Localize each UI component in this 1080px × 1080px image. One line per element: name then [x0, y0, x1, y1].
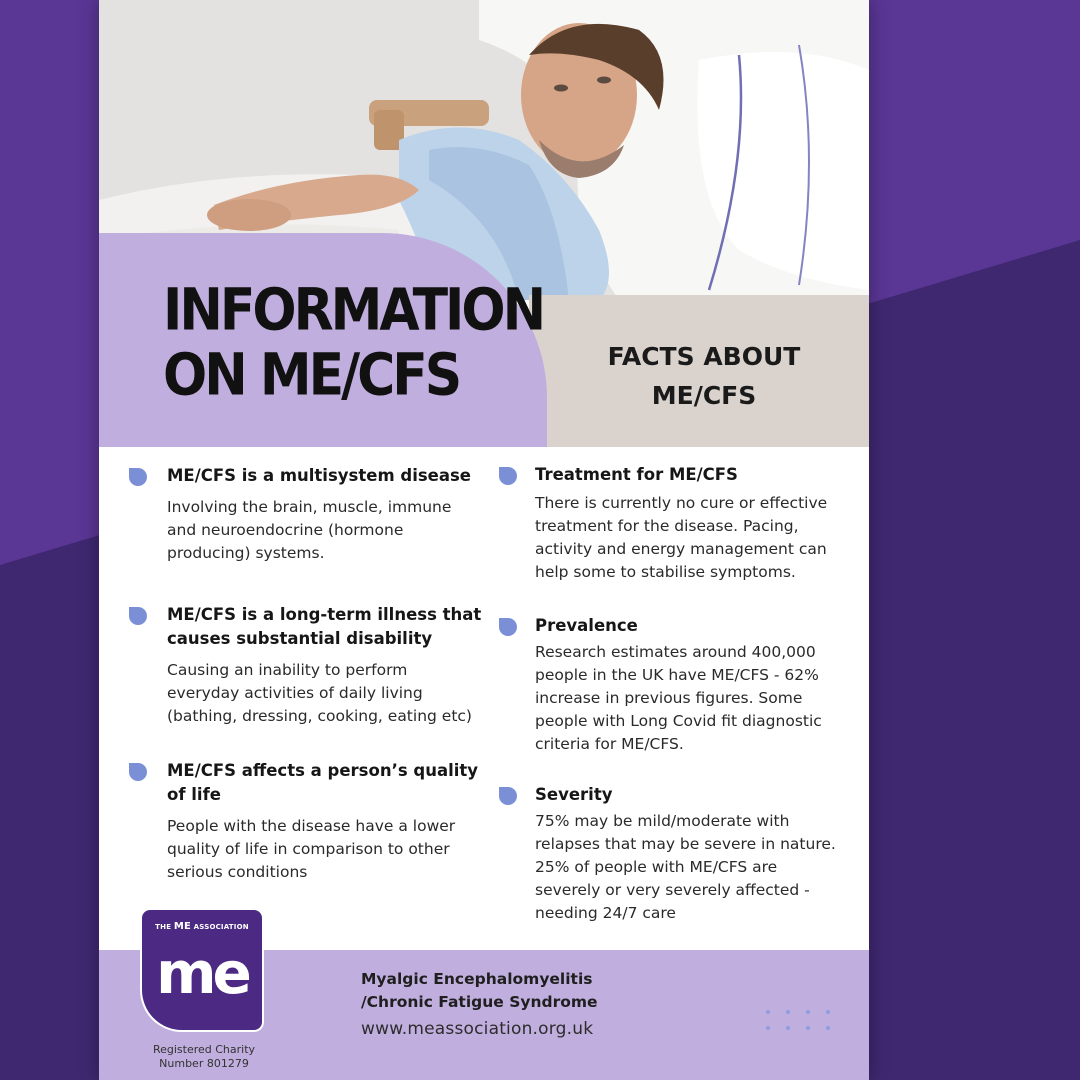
fact-item [129, 464, 474, 565]
title-line-2: ON ME/CFS [163, 341, 460, 410]
facts-line-1: FACTS ABOUT [607, 342, 801, 371]
fact-item [129, 759, 479, 884]
charity-line-2: Number 801279 [159, 1057, 249, 1070]
fact-heading: ME/CFS is a multisystem disease [167, 466, 472, 485]
fact-body: People with the disease have a lower quality of life in comparison to other serious conditions [167, 817, 456, 881]
fact-body: Involving the brain, muscle, immune and neuroendocrine (hormone producing) systems. [167, 498, 452, 562]
logo-prefix: THE [155, 923, 172, 931]
droplet-bullet-icon [129, 607, 147, 625]
logo-wordmark [142, 921, 262, 932]
fact-item [499, 783, 839, 925]
logo-bold: ME [173, 921, 192, 932]
charity-line-1: Registered Charity [152, 1043, 256, 1056]
condition-name-line-1: Myalgic Encephalomyelitis [361, 970, 593, 988]
title-line-1: INFORMATION [163, 276, 544, 345]
droplet-bullet-icon [499, 618, 517, 636]
fact-item [499, 463, 839, 584]
droplet-bullet-icon [129, 468, 147, 486]
fact-body: 75% may be mild/moderate with relapses that may be severe in nature. 25% of people with ME/CFS are severely or very severely affected - needing 24/7 care [535, 812, 836, 922]
condition-name-line-2: /Chronic Fatigue Syndrome [361, 993, 598, 1011]
logo-suffix: ASSOCIATION [193, 923, 249, 931]
facts-heading [569, 337, 839, 415]
fact-item [499, 614, 839, 756]
poster-title [163, 276, 544, 410]
fact-heading: Severity [535, 785, 613, 804]
facts-line-2: ME/CFS [651, 381, 757, 410]
fact-body: Research estimates around 400,000 people in the UK have ME/CFS - 62% increase in previous figures. Some people with Long Covid fit diagnostic criteria for ME/CFS. [535, 643, 822, 753]
fact-heading: ME/CFS affects a person’s quality of life [167, 761, 479, 804]
fact-heading: Prevalence [535, 616, 638, 635]
info-poster [99, 0, 869, 1080]
website-url: www.meassociation.org.uk [361, 1019, 594, 1039]
logo-mark: me [156, 939, 248, 1007]
droplet-bullet-icon [499, 467, 517, 485]
droplet-bullet-icon [499, 787, 517, 805]
fact-body: Causing an inability to perform everyday activities of daily living (bathing, dressing, cooking, eating etc) [167, 661, 472, 725]
fact-heading: Treatment for ME/CFS [535, 465, 738, 484]
fact-heading: ME/CFS is a long-term illness that causes substantial disability [167, 605, 482, 648]
me-association-logo [142, 910, 262, 1030]
decorative-dots [766, 1010, 836, 1034]
droplet-bullet-icon [129, 763, 147, 781]
charity-number [129, 1043, 279, 1071]
fact-item [129, 603, 484, 728]
fact-body: There is currently no cure or effective treatment for the disease. Pacing, activity and energy management can help some to stabilise symptoms. [535, 494, 828, 581]
